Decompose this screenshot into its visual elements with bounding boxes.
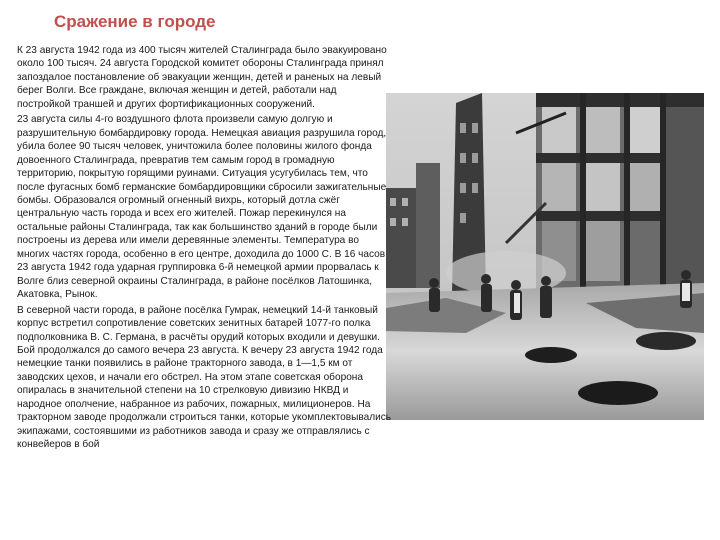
- paragraph-evacuation: К 23 августа 1942 года из 400 тысяч жителей Сталинграда было эвакуировано около 100 тысяч. 24 августа Городской комитет обороны Сталинграда принял запоздалое постановление об эвакуации женщин, детей и раненых на левый берег Волги. Все граждане, включая женщин и детей, работали над постройкой траншей и других фортификационных сооружений.: [17, 45, 387, 110]
- paragraph-bombing: 23 августа силы 4-го воздушного флота произвели самую долгую и разрушительную бомбардировку города. Немецкая авиация разрушила город, убила более 90 тысяч человек, уничтожила более половины жилого фонда довоенного Сталинграда, превратив тем самым город в громадную территорию, покрытую горящими руинами. Ситуация усугубилась тем, что после фугасных бомб германские бомбардировщики сбросили зажигательные бомбы. Образовался огромный огненный вихрь, который дотла сжёг центральную часть города и всех его жителей. Пожар перекинулся на остальные районы Сталинграда, так как большинство зданий в городе были построены из дерева или имели деревянные элементы. Температура во многих частях города, особенно в его центре, доходила до 1000 С. В 16 часов 23 августа 1942 года ударная группировка 6-й немецкой армии прорвалась к Волге близ северной окраины Сталинграда, в районе посёлков Латошинка, Акатовка, Рынок.: [17, 114, 387, 301]
- paragraph-north-defense: В северной части города, в районе посёлка Гумрак, немецкий 14-й танковый корпус встретил сопротивление советских зенитных батарей 1077-го полка подполковника В. С. Германа, в расчёты орудий которых входили и девушки. Бой продолжался до самого вечера 23 августа. К вечеру 23 августа 1942 года немецкие танки появились в районе тракторного завода, в 1—1,5 км от заводских цехов, и начали его обстрел. На этом этапе советская оборона опиралась в значительной степени на 10 стрелковую дивизию НКВД и народное ополчение, набранное из рабочих, пожарных, милиционеров. На тракторном заводе продолжали строиться танки, которые укомплектовывались экипажами, состоявшими из работников завода и сразу же отправлялись с конвейеров в бой: [17, 304, 392, 451]
- ruined-city-image: [386, 93, 704, 420]
- body-text: [17, 44, 392, 454]
- slide-title: Сражение в городе: [54, 12, 216, 31]
- war-ruins-photo: [386, 93, 704, 420]
